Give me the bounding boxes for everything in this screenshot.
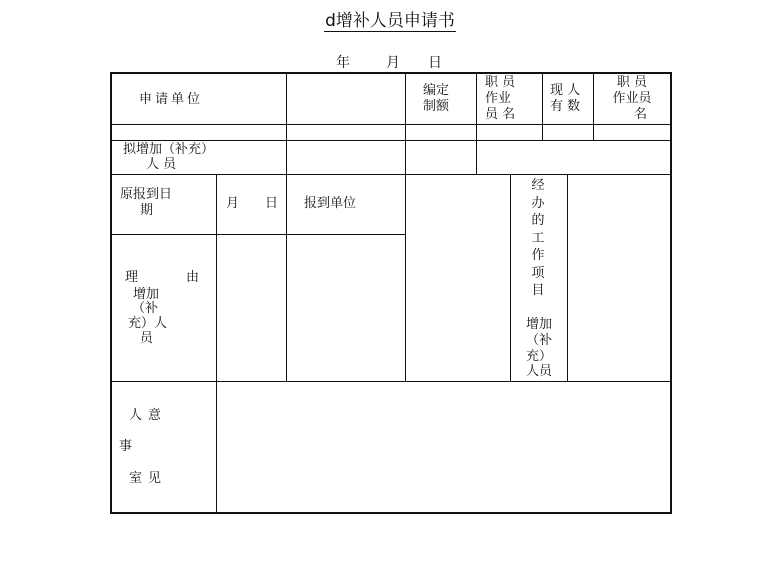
staff-title-2-label-1: 职 员 [616,75,648,90]
reason-label-4: （补 [132,301,159,316]
hr-opinion-label-3: 室见 [129,471,168,486]
rule-col-j [567,174,568,381]
form-border-bottom [110,512,672,514]
current-count-label-2: 有 数 [550,99,581,114]
rule-col-c-top [476,72,477,174]
handled-addition-label-1: 增加 [525,317,552,332]
handled-addition-label-4: 人员 [525,364,552,379]
proposed-addition-label-2: 人 员 [146,157,177,172]
reason-label-5: 充）人 [128,316,168,331]
staff-title-label-3: 员 名 [485,107,516,122]
form-border-left [110,72,112,514]
date-month-label: 月 [386,55,400,71]
handled-work-char-7: 目 [531,283,545,298]
staff-title-2-label-2: 作业员 [612,91,652,106]
handled-addition-label-2: （补 [525,333,552,348]
authorized-quota-label-2: 制额 [423,99,450,114]
reason-label-2: 由 [186,270,200,285]
form-border-right [670,72,672,514]
reason-label-3: 增加 [133,287,160,302]
report-unit-label: 报到单位 [304,196,357,211]
rule-col-g [286,174,287,381]
title-text: d增补人员申请书 [325,11,455,31]
staff-title-label-2: 作业 [485,91,512,106]
handled-addition-label-3: 充） [525,349,552,364]
rule-row-3 [110,174,672,175]
handled-work-char-6: 项 [531,265,545,281]
handled-work-char-5: 作 [531,248,545,263]
original-report-date-label-1: 原报到日 [120,187,173,202]
rule-row-2 [110,140,672,141]
hr-opinion-label-2: 事 [119,439,133,454]
date-day-label: 日 [428,55,442,71]
original-report-date-label-2: 期 [140,203,154,218]
rule-row-5 [110,381,672,382]
staff-title-2-label-3: 名 [634,107,648,122]
rule-col-d-top [542,72,543,140]
handled-work-char-4: 工 [531,230,545,246]
rule-row-4 [110,234,406,235]
handled-work-char-3: 的 [531,213,545,228]
rule-col-a-top [286,72,287,174]
staff-title-label-1: 职 员 [485,75,516,90]
proposed-addition-label-1: 拟增加（补充） [123,142,215,157]
reason-label-1: 理 [125,270,139,285]
handled-work-vertical [529,177,547,300]
applicant-unit-label: 申请单位 [139,92,204,107]
rule-col-h [405,174,406,381]
date-year-label: 年 [336,55,350,71]
reason-label-6: 员 [140,331,154,346]
handled-work-char-2: 办 [531,195,545,211]
rule-col-f [216,174,217,513]
current-count-label-1: 现 人 [550,83,581,98]
month-label: 月 [226,196,240,211]
rule-col-b-top [405,72,406,174]
handled-work-char-1: 经 [531,178,545,193]
day-label: 日 [265,196,279,211]
form-border-top [110,72,672,74]
rule-row-1 [110,124,672,125]
authorized-quota-label-1: 编定 [423,83,450,98]
hr-opinion-label-1: 人意 [129,408,168,423]
